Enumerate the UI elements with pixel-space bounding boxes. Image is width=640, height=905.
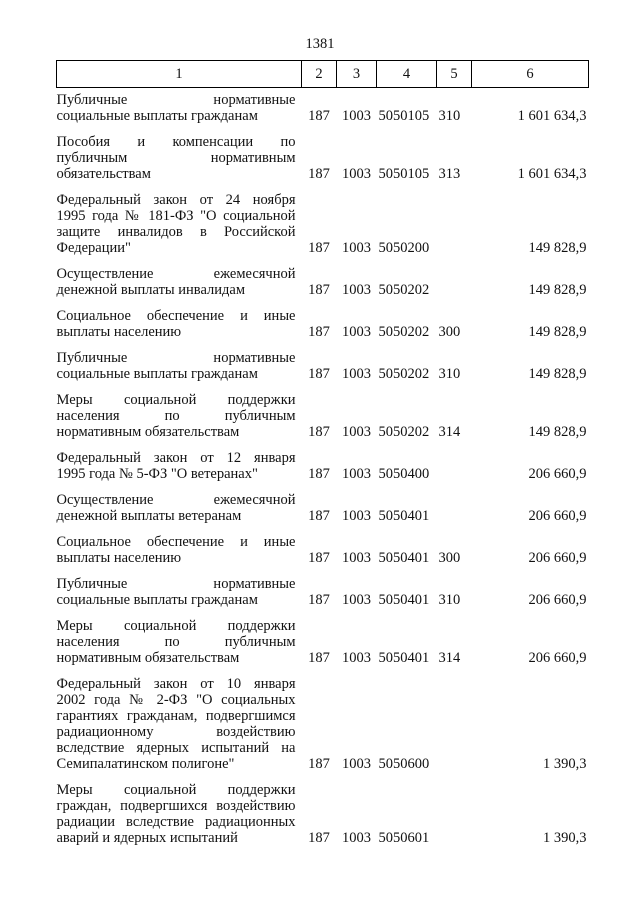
row-vr	[437, 256, 472, 298]
row-vr: 300	[438, 324, 461, 340]
row-name-line: нормативным обязательствам	[56, 650, 240, 666]
table-row	[57, 340, 589, 382]
row-name-line: социальные выплаты гражданам	[56, 366, 258, 382]
table-row	[57, 482, 589, 524]
row-name-line: вследствие ядерных испытаний на	[56, 740, 296, 756]
row-name-line: Федеральный закон от 24 ноября	[56, 192, 296, 208]
row-ved: 187	[308, 282, 330, 298]
table-row	[57, 772, 589, 846]
row-ved: 187	[308, 592, 330, 608]
row-name-line: Социальное обеспечение и иные	[56, 308, 296, 324]
row-ved: 187	[308, 240, 330, 256]
row-name	[57, 772, 302, 846]
row-name-line: Федерации"	[56, 240, 131, 256]
row-name-line: населения по публичным	[56, 408, 296, 424]
row-vr: 300	[438, 550, 461, 566]
row-csr: 5050202	[378, 324, 430, 340]
row-csr: 5050105	[378, 166, 430, 182]
row-ved: 187	[308, 830, 330, 846]
row-csr: 5050105	[378, 108, 430, 124]
row-vr: 313	[438, 166, 461, 182]
row-rz: 1003	[342, 830, 371, 846]
row-name-line: Осуществление ежемесячной	[56, 266, 296, 282]
table-row	[57, 182, 589, 256]
table-row	[57, 256, 589, 298]
table-row	[57, 124, 589, 182]
row-sum: 206 660,9	[528, 650, 587, 666]
row-name	[57, 524, 302, 566]
table-row	[57, 88, 589, 125]
row-name-line: обязательствам	[56, 166, 151, 182]
row-name-line: Семипалатинском полигоне"	[56, 756, 235, 772]
row-sum: 149 828,9	[528, 324, 587, 340]
row-name-line: денежной выплаты ветеранам	[56, 508, 242, 524]
row-name-line: аварий и ядерных испытаний	[56, 830, 238, 846]
row-vr	[437, 182, 472, 256]
row-csr: 5050202	[378, 366, 430, 382]
row-rz: 1003	[342, 466, 371, 482]
row-csr: 5050401	[378, 592, 430, 608]
row-name-line: защите инвалидов в Российской	[56, 224, 296, 240]
row-ved: 187	[308, 166, 330, 182]
row-name-line: выплаты населению	[56, 324, 182, 340]
row-name	[57, 340, 302, 382]
row-name-line: гарантиях гражданам, подвергшимся	[56, 708, 296, 724]
row-vr	[437, 482, 472, 524]
row-ved: 187	[308, 324, 330, 340]
row-rz: 1003	[342, 108, 371, 124]
row-ved: 187	[308, 366, 330, 382]
table-row	[57, 440, 589, 482]
table-row	[57, 666, 589, 772]
row-vr	[437, 440, 472, 482]
row-sum: 206 660,9	[528, 550, 587, 566]
row-vr: 310	[438, 108, 461, 124]
row-name-line: Осуществление ежемесячной	[56, 492, 296, 508]
page-number: 1381	[305, 36, 335, 52]
row-name-line: Федеральный закон от 10 января	[56, 676, 296, 692]
row-name-line: Публичные нормативные	[56, 350, 296, 366]
row-name	[57, 182, 302, 256]
row-sum: 149 828,9	[528, 240, 587, 256]
row-name-line: радиационному воздействию	[56, 724, 296, 740]
table-row	[57, 524, 589, 566]
table-row	[57, 566, 589, 608]
row-sum: 206 660,9	[528, 592, 587, 608]
row-name-line: Меры социальной поддержки	[56, 782, 296, 798]
table-body	[57, 88, 589, 847]
row-name-line: Публичные нормативные	[56, 576, 296, 592]
row-rz: 1003	[342, 508, 371, 524]
row-csr: 5050401	[378, 650, 430, 666]
row-ved: 187	[308, 424, 330, 440]
row-sum: 1 601 634,3	[517, 166, 587, 182]
row-name	[57, 88, 302, 125]
row-name-line: населения по публичным	[56, 634, 296, 650]
row-csr: 5050400	[378, 466, 430, 482]
row-name-line: социальные выплаты гражданам	[56, 592, 258, 608]
table-row	[57, 382, 589, 440]
row-name-line: граждан, подвергшихся воздействию	[56, 798, 296, 814]
table-row	[57, 298, 589, 340]
row-sum: 206 660,9	[528, 508, 587, 524]
row-name-line: Федеральный закон от 12 января	[56, 450, 296, 466]
header-row	[57, 61, 589, 88]
header-cell: 2	[302, 61, 337, 88]
row-sum: 1 601 634,3	[517, 108, 587, 124]
row-csr: 5050601	[378, 830, 430, 846]
row-sum: 149 828,9	[528, 424, 587, 440]
row-ved: 187	[308, 650, 330, 666]
header-cell: 5	[437, 61, 472, 88]
row-vr: 314	[438, 650, 461, 666]
header-cell: 4	[377, 61, 437, 88]
row-name	[57, 608, 302, 666]
row-rz: 1003	[342, 550, 371, 566]
row-name	[57, 566, 302, 608]
row-vr	[437, 666, 472, 772]
header-cell: 3	[337, 61, 377, 88]
header-cell: 1	[57, 61, 302, 88]
row-vr	[437, 772, 472, 846]
row-sum: 149 828,9	[528, 366, 587, 382]
row-rz: 1003	[342, 240, 371, 256]
row-vr: 310	[438, 592, 461, 608]
row-csr: 5050202	[378, 424, 430, 440]
row-ved: 187	[308, 466, 330, 482]
row-ved: 187	[308, 550, 330, 566]
row-rz: 1003	[342, 424, 371, 440]
row-name-line: Публичные нормативные	[56, 92, 296, 108]
row-rz: 1003	[342, 282, 371, 298]
row-name-line: 1995 года № 5-ФЗ "О ветеранах"	[56, 466, 258, 482]
row-name-line: выплаты населению	[56, 550, 182, 566]
row-name-line: 1995 года № 181-ФЗ "О социальной	[56, 208, 296, 224]
row-name-line: нормативным обязательствам	[56, 424, 240, 440]
row-name-line: социальные выплаты гражданам	[56, 108, 258, 124]
budget-table	[56, 60, 589, 846]
row-rz: 1003	[342, 166, 371, 182]
row-name-line: 2002 года № 2-ФЗ "О социальных	[56, 692, 296, 708]
row-name	[57, 382, 302, 440]
row-name	[57, 482, 302, 524]
row-name	[57, 256, 302, 298]
row-rz: 1003	[342, 592, 371, 608]
row-name-line: публичным нормативным	[56, 150, 296, 166]
row-name-line: Меры социальной поддержки	[56, 392, 296, 408]
row-rz: 1003	[342, 650, 371, 666]
row-name-line: Пособия и компенсации по	[56, 134, 296, 150]
row-name	[57, 666, 302, 772]
row-ved: 187	[308, 756, 330, 772]
row-name	[57, 124, 302, 182]
row-sum: 1 390,3	[543, 756, 587, 772]
row-sum: 206 660,9	[528, 466, 587, 482]
row-csr: 5050401	[378, 508, 430, 524]
row-ved: 187	[308, 508, 330, 524]
row-name-line: радиации вследствие радиационных	[56, 814, 296, 830]
row-csr: 5050401	[378, 550, 430, 566]
row-csr: 5050600	[378, 756, 430, 772]
row-name-line: Меры социальной поддержки	[56, 618, 296, 634]
row-name	[57, 440, 302, 482]
row-name-line: Социальное обеспечение и иные	[56, 534, 296, 550]
table-row	[57, 608, 589, 666]
row-sum: 1 390,3	[543, 830, 587, 846]
row-rz: 1003	[342, 324, 371, 340]
header-cell: 6	[472, 61, 589, 88]
row-vr: 310	[438, 366, 461, 382]
row-name	[57, 298, 302, 340]
row-name-line: денежной выплаты инвалидам	[56, 282, 245, 298]
row-sum: 149 828,9	[528, 282, 587, 298]
row-ved: 187	[308, 108, 330, 124]
row-rz: 1003	[342, 756, 371, 772]
row-csr: 5050200	[378, 240, 430, 256]
row-vr: 314	[438, 424, 461, 440]
row-csr: 5050202	[378, 282, 430, 298]
row-rz: 1003	[342, 366, 371, 382]
